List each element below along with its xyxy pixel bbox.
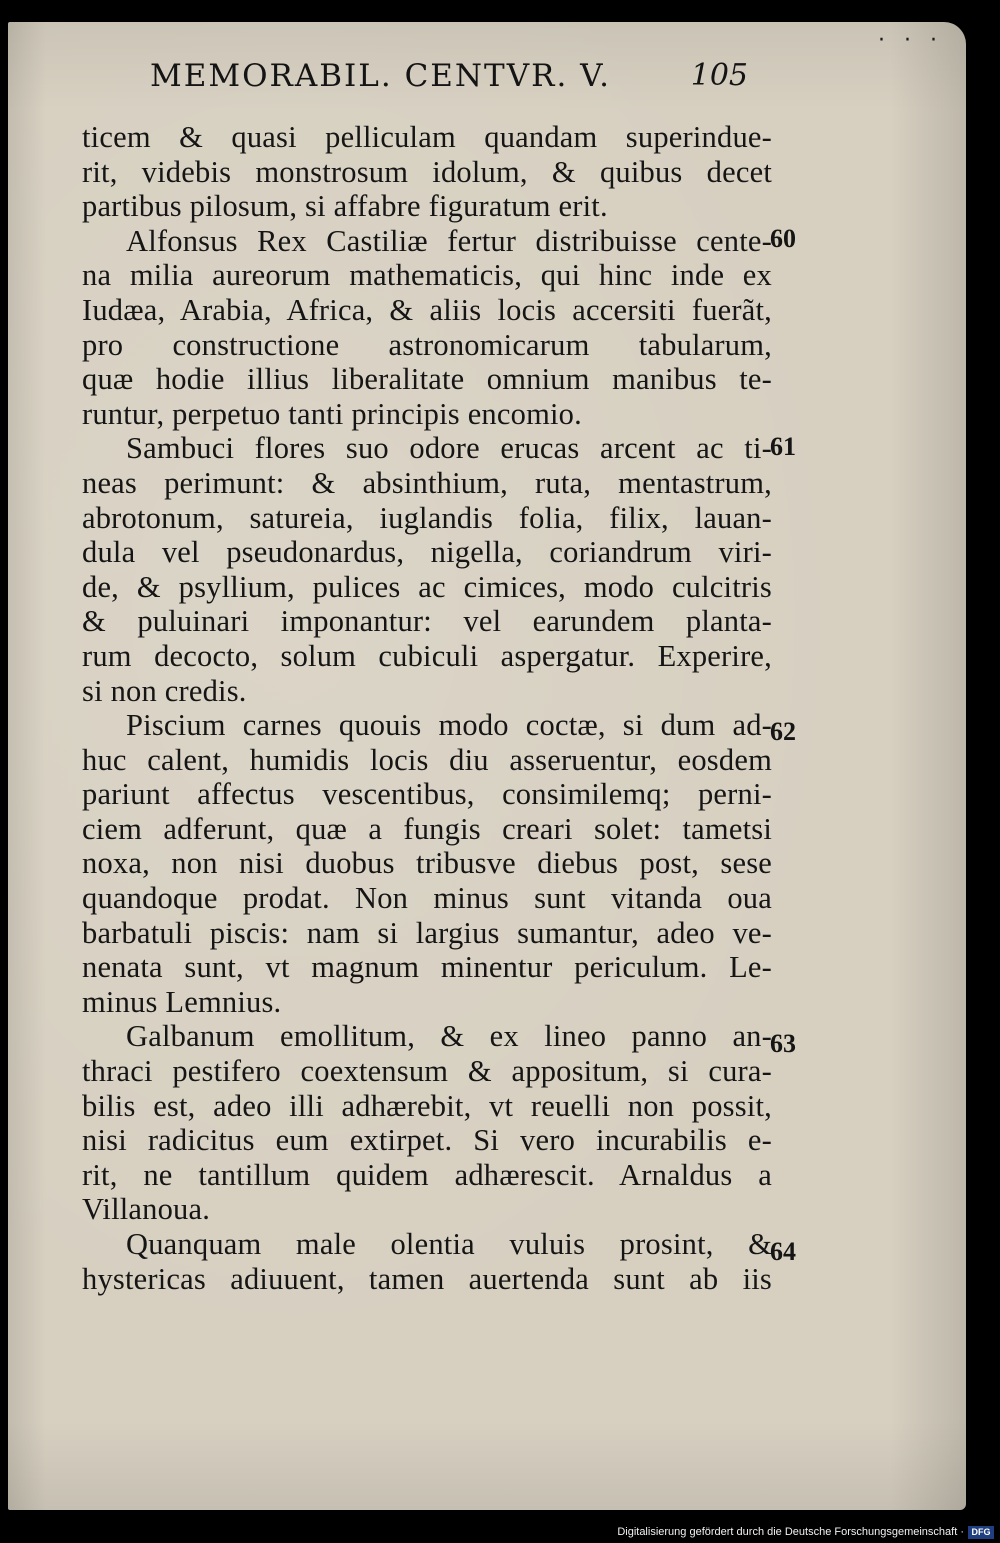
text-line: ticem & quasi pelliculam quandam superindue- bbox=[82, 120, 772, 154]
margin-number-63: 63 bbox=[770, 1029, 796, 1058]
corner-marks: · · · bbox=[878, 28, 943, 53]
text-line: rum decocto, solum cubiculi aspergatur. Experire, bbox=[82, 638, 772, 673]
text-line: neas perimunt: & absinthium, ruta, mentastrum, bbox=[82, 465, 772, 500]
text-line: nenata sunt, vt magnum minentur periculum. Le- bbox=[82, 950, 772, 985]
text-line: quæ hodie illius liberalitate omnium manibus te- bbox=[82, 362, 772, 397]
text-line: Iudæa, Arabia, Africa, & aliis locis accersiti fuerãt, bbox=[82, 292, 772, 327]
text-line: & puluinari imponantur: vel earundem planta- bbox=[82, 604, 772, 639]
text-line: Villanoua. bbox=[82, 1192, 211, 1227]
margin-number-64: 64 bbox=[770, 1237, 796, 1266]
body-text bbox=[82, 120, 772, 1296]
text-line: bilis est, adeo illi adhærebit, vt reuelli non possit, bbox=[82, 1088, 772, 1123]
text-line: si non credis. bbox=[82, 673, 247, 708]
text-line: runtur, perpetuo tanti principis encomio. bbox=[82, 396, 582, 431]
text-line: partibus pilosum, si affabre figuratum erit. bbox=[82, 189, 608, 224]
margin-number-60: 60 bbox=[770, 224, 796, 253]
text-line: Galbanum emollitum, & ex lineo panno an- bbox=[126, 1019, 772, 1054]
text-line: dula vel pseudonardus, nigella, coriandrum viri- bbox=[82, 535, 772, 570]
page-header bbox=[150, 58, 770, 108]
text-line: na milia aureorum mathematicis, qui hinc inde ex bbox=[82, 258, 772, 293]
margin-number-62: 62 bbox=[770, 717, 796, 746]
text-line: hystericas adiuuent, tamen auertenda sunt ab iis bbox=[82, 1261, 772, 1296]
text-line: rit, videbis monstrosum idolum, & quibus decet bbox=[82, 154, 772, 189]
text-line: huc calent, humidis locis diu asseruentur, eosdem bbox=[82, 742, 772, 777]
text-line: Alfonsus Rex Castiliæ fertur distribuisse cente- bbox=[126, 223, 772, 258]
text-line: Sambuci flores suo odore erucas arcent ac ti- bbox=[126, 431, 772, 466]
text-line: pariunt affectus vescentibus, consimilemq; perni- bbox=[82, 777, 772, 812]
text-line: ciem adferunt, quæ a fungis creari solet: tametsi bbox=[82, 811, 772, 846]
text-line: minus Lemnius. bbox=[82, 984, 282, 1019]
text-line: nisi radicitus eum extirpet. Si vero incurabilis e- bbox=[82, 1123, 772, 1158]
text-line: abrotonum, satureia, iuglandis folia, filix, lauan- bbox=[82, 500, 772, 535]
dfg-logo-icon: DFG bbox=[968, 1526, 994, 1539]
running-head: MEMORABIL. CENTVR. V. bbox=[150, 58, 611, 94]
text-line: barbatuli piscis: nam si largius sumantur, adeo ve- bbox=[82, 915, 772, 950]
text-line: rit, ne tantillum quidem adhærescit. Arnaldus a bbox=[82, 1157, 772, 1192]
margin-number-61: 61 bbox=[770, 432, 796, 461]
footer-bar bbox=[0, 1524, 1000, 1543]
page-number: 105 bbox=[690, 58, 748, 93]
text-line: de, & psyllium, pulices ac cimices, modo culcitris bbox=[82, 569, 772, 604]
text-line: Quanquam male olentia vuluis prosint, & bbox=[126, 1227, 772, 1261]
text-line: thraci pestifero coextensum & appositum, si cura- bbox=[82, 1054, 772, 1089]
text-line: pro constructione astronomicarum tabularum, bbox=[82, 327, 772, 362]
text-line: Piscium carnes quouis modo coctæ, si dum ad- bbox=[126, 708, 772, 743]
funding-credit: Digitalisierung gefördert durch die Deutsche Forschungsgemeinschaft · bbox=[617, 1526, 964, 1538]
text-line: quandoque prodat. Non minus sunt vitanda oua bbox=[82, 881, 772, 916]
text-line: noxa, non nisi duobus tribusve diebus post, sese bbox=[82, 846, 772, 881]
